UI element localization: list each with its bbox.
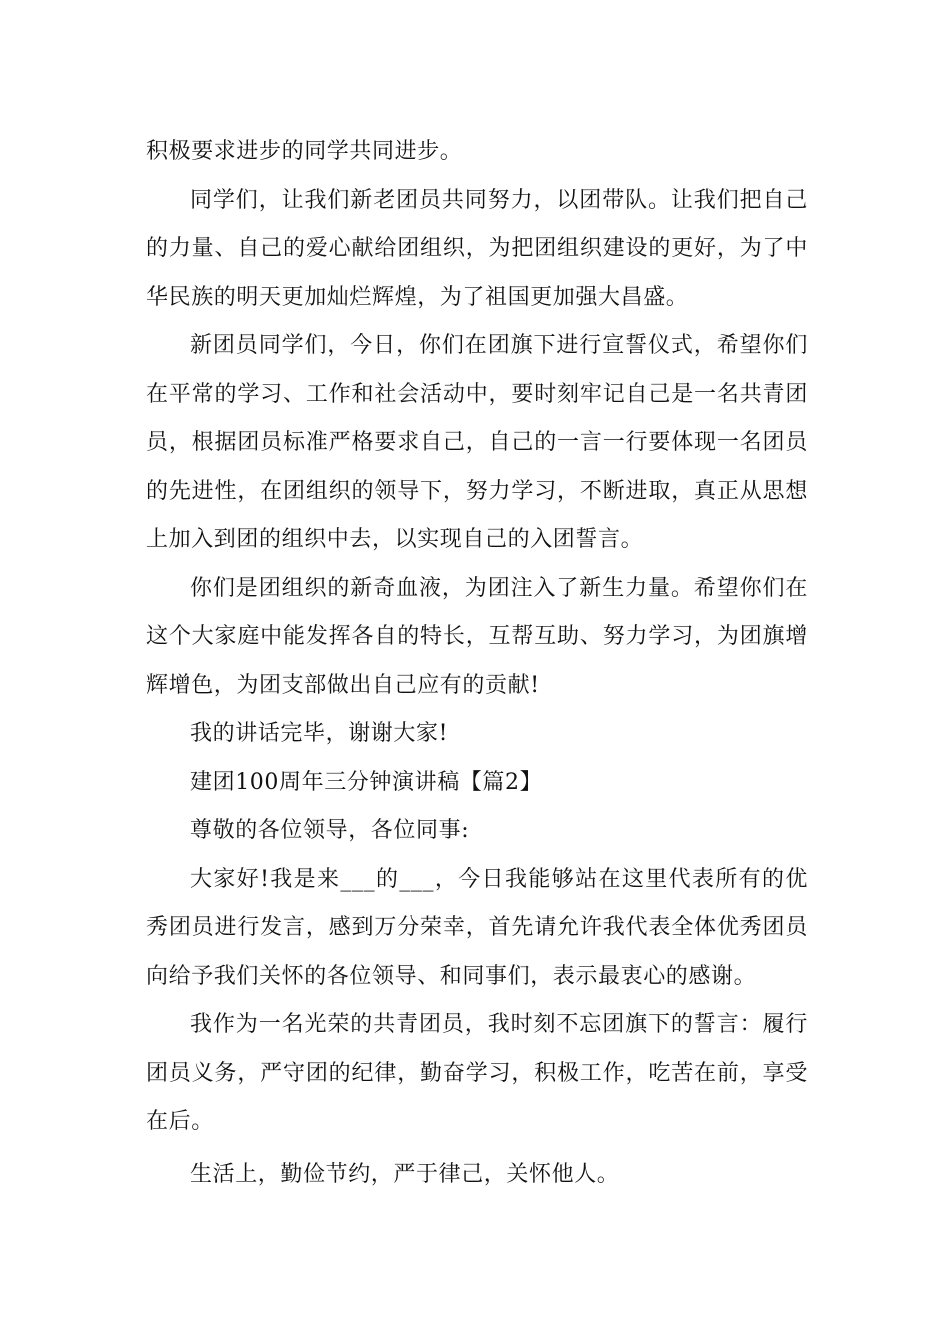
paragraph: 大家好!我是来___的___，今日我能够站在这里代表所有的优秀团员进行发言，感到万分荣幸，首先请允许我代表全体优秀团员向给予我们关怀的各位领导、和同事们，表示最衷心的感谢。 xyxy=(146,866,808,989)
paragraph: 新团员同学们，今日，你们在团旗下进行宣誓仪式，希望你们在平常的学习、工作和社会活动中，要时刻牢记自己是一名共青团员，根据团员标准严格要求自己，自己的一言一行要体现一名团员的先进性，在团组织的领导下，努力学习，不断进取，真正从思想上加入到团的组织中去，以实现自己的入团誓言。 xyxy=(146,333,808,552)
section-heading: 建团100周年三分钟演讲稿【篇2】 xyxy=(190,769,543,795)
salutation: 尊敬的各位领导，各位同事: xyxy=(190,818,470,843)
paragraph: 生活上，勤俭节约，严于律己，关怀他人。 xyxy=(190,1161,620,1187)
paragraph: 我作为一名光荣的共青团员，我时刻不忘团旗下的誓言：履行团员义务，严守团的纪律，勤奋学习，积极工作，吃苦在前，享受在后。 xyxy=(146,1012,808,1134)
paragraph: 你们是团组织的新奇血液，为团注入了新生力量。希望你们在这个大家庭中能发挥各自的特长，互帮互助、努力学习，为团旗增辉增色，为团支部做出自己应有的贡献! xyxy=(146,575,808,698)
paragraph-continuation: 积极要求进步的同学共同进步。 xyxy=(146,139,463,164)
paragraph: 同学们，让我们新老团员共同努力，以团带队。让我们把自己的力量、自己的爱心献给团组织，为把团组织建设的更好，为了中华民族的明天更加灿烂辉煌，为了祖国更加强大昌盛。 xyxy=(146,187,808,310)
document-body xyxy=(146,128,808,1199)
paragraph: 我的讲话完毕，谢谢大家! xyxy=(190,721,449,746)
